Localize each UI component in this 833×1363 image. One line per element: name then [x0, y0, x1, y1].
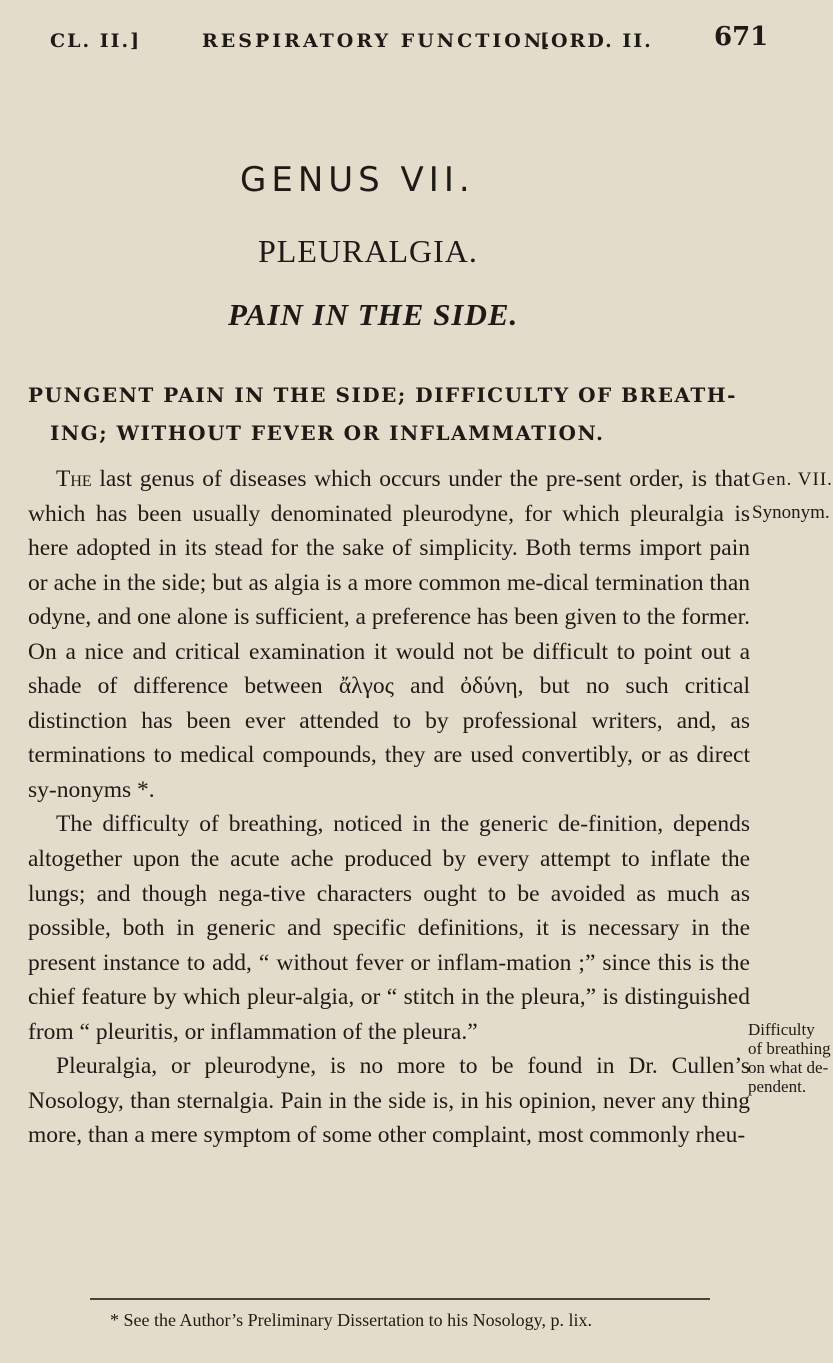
generic-definition-line-1: PUNGENT PAIN IN THE SIDE; DIFFICULTY OF BREATH- — [28, 383, 737, 407]
paragraph-1-lead: The — [56, 466, 92, 492]
margin-note-line: on what de- — [748, 1058, 829, 1077]
footnote-rule — [90, 1298, 710, 1300]
margin-note-line: Difficulty — [748, 1020, 815, 1039]
paragraph-1 — [28, 462, 750, 807]
paragraph-3: Pleuralgia, or pleurodyne, is no more to be found in Dr. Cullen’s Nosology, than sternalgia. Pain in the side is, in his opinion, never any thing more, than a mere symptom of some other complaint, most commonly rheu- — [28, 1053, 750, 1149]
margin-note-synonym: Synonym. — [752, 502, 830, 523]
genus-name: PLEURALGIA. — [258, 233, 478, 269]
generic-definition-line-2: ING; WITHOUT FEVER OR INFLAMMATION. — [50, 421, 605, 445]
genus-english-name: PAIN IN THE SIDE. — [228, 297, 519, 332]
running-title: RESPIRATORY FUNCTION. — [202, 30, 553, 52]
order-reference: [ORD. II. — [540, 30, 653, 52]
margin-note-difficulty — [748, 1020, 831, 1096]
chapter-reference: CL. II.] — [50, 30, 142, 52]
margin-note-line: pendent. — [748, 1077, 807, 1096]
margin-note-genus: Gen. VII. — [752, 469, 833, 490]
page-number: 671 — [714, 22, 769, 52]
margin-note-line: of breathing — [748, 1039, 831, 1058]
paragraph-1-text: last genus of diseases which occurs under the pre-sent order, is that which has been usually denominated pleurodyne, for which pleuralgia is here adopted in its stead for the sake of simplicity. Both terms import pain or ache in the side; but as algia is a more common me-dical termination than odyne, and one alone is sufficient, a preference has been given to the former. On a nice and critical examination it would not be difficult to point out a shade of difference between ἄλγος and ὀδύνη, but no such critical distinction has been ever attended to by professional writers, and, as terminations to medical compounds, they are used convertibly, or as direct sy-nonyms *. — [28, 466, 751, 803]
genus-heading: GENUS VII. — [240, 160, 475, 200]
footnote: * See the Author’s Preliminary Dissertation to his Nosology, p. lix. — [110, 1310, 592, 1330]
body-text — [28, 462, 750, 1153]
running-head — [50, 22, 769, 58]
paragraph-2: The difficulty of breathing, noticed in the generic de-finition, depends altogether upon the acute ache produced by every attempt to inflate the lungs; and though nega-tive characters ought to be avoided as much as possible, both in generic and specific definitions, it is necessary in the present instance to add, “ without fever or inflam-mation ;” since this is the chief feature by which pleur-algia, or “ stitch in the pleura,” is distinguished from “ pleuritis, or inflammation of the pleura.” — [28, 811, 750, 1045]
